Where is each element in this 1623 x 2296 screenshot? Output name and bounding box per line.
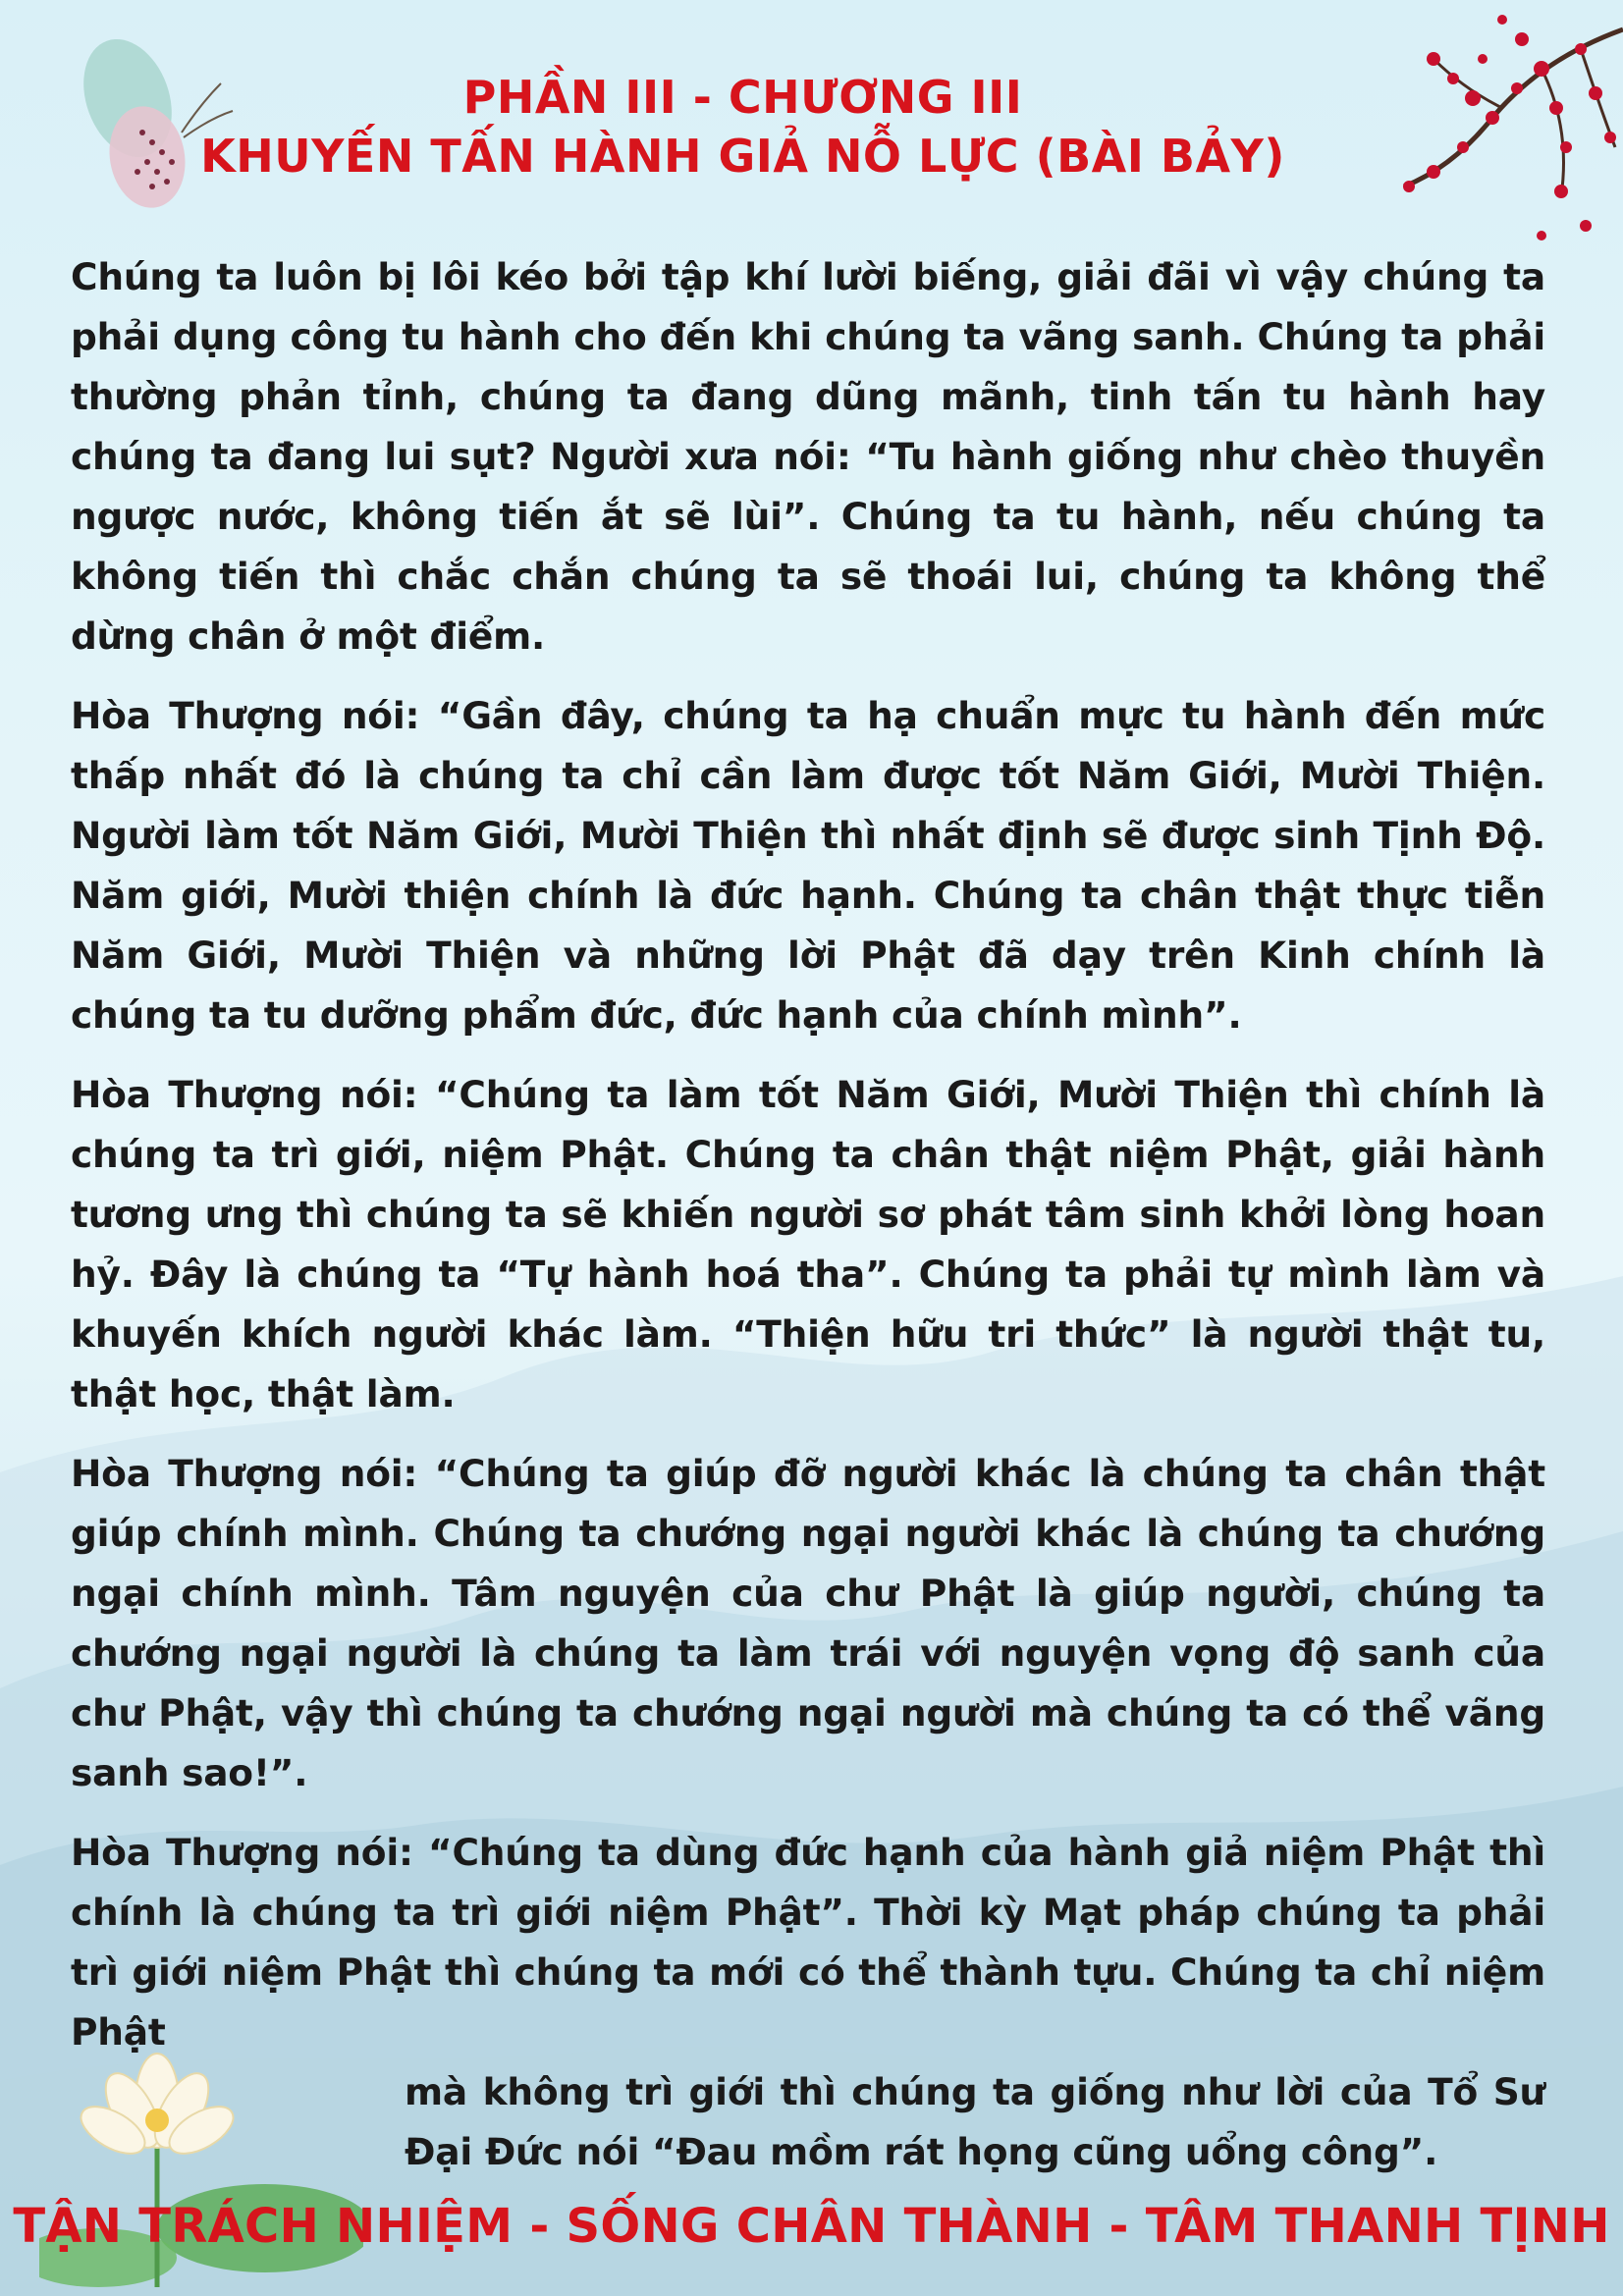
paragraph: Hòa Thượng nói: “Chúng ta giúp đỡ người khác là chúng ta chân thật giúp chính mình. Chúng ta chướng ngại người khác là chúng ta chướng ngại chính mình. Tâm nguyện của chư Phật là giúp người, chúng ta chướng ngại người là chúng ta làm trái với nguyện vọng độ sanh của chư Phật, vậy thì chúng ta chướng ngại người mà chúng ta có thể vãng sanh sao!”. [71,1452,1545,1794]
footer-motto: TẬN TRÁCH NHIỆM - SỐNG CHÂN THÀNH - TÂM THANH TỊNH [13,2199,1610,2254]
paragraph-continuation: mà không trì giới thì chúng ta giống như lời của Tổ Sư Đại Đức nói “Đau mồm rát họng cũng uổng công”. [405,2070,1545,2173]
paragraph: Hòa Thượng nói: “Chúng ta dùng đức hạnh của hành giả niệm Phật thì chính là chúng ta trì giới niệm Phật”. Thời kỳ Mạt pháp chúng ta phải trì giới niệm Phật thì chúng ta mới có thể thành tựu. Chúng ta chỉ niệm Phật [71,1831,1545,2054]
article-title: KHUYẾN TẤN HÀNH GIẢ NỖ LỰC (BÀI BẢY) [200,130,1285,183]
paragraph: Hòa Thượng nói: “Gần đây, chúng ta hạ chuẩn mực tu hành đến mức thấp nhất đó là chúng ta chỉ cần làm được tốt Năm Giới, Mười Thiện. Người làm tốt Năm Giới, Mười Thiện thì nhất định sẽ được sinh Tịnh Độ. Năm giới, Mười thiện chính là đức hạnh. Chúng ta chân thật thực tiễn Năm Giới, Mười Thiện và những lời Phật đã dạy trên Kinh chính là chúng ta tu dưỡng phẩm đức, đức hạnh của chính mình”. [71,694,1545,1037]
paragraph: Chúng ta luôn bị lôi kéo bởi tập khí lười biếng, giải đãi vì vậy chúng ta phải dụng công tu hành cho đến khi chúng ta vãng sanh. Chúng ta phải thường phản tỉnh, chúng ta đang dũng mãnh, tinh tấn tu hành hay chúng ta đang lui sụt? Người xưa nói: “Tu hành giống như chèo thuyền ngược nước, không tiến ắt sẽ lùi”. Chúng ta tu hành, nếu chúng ta không tiến thì chắc chắn chúng ta sẽ thoái lui, chúng ta không thể dừng chân ở một điểm. [71,255,1545,658]
article-body [71,247,1545,2182]
chapter-heading: PHẦN III - CHƯƠNG III [462,71,1023,124]
paragraph: Hòa Thượng nói: “Chúng ta làm tốt Năm Giới, Mười Thiện thì chính là chúng ta trì giới, niệm Phật. Chúng ta chân thật niệm Phật, giải hành tương ưng thì chúng ta sẽ khiến người sơ phát tâm sinh khởi lòng hoan hỷ. Đây là chúng ta “Tự hành hoá tha”. Chúng ta phải tự mình làm và khuyến khích người khác làm. “Thiện hữu tri thức” là người thật tu, thật học, thật làm. [71,1073,1545,1415]
